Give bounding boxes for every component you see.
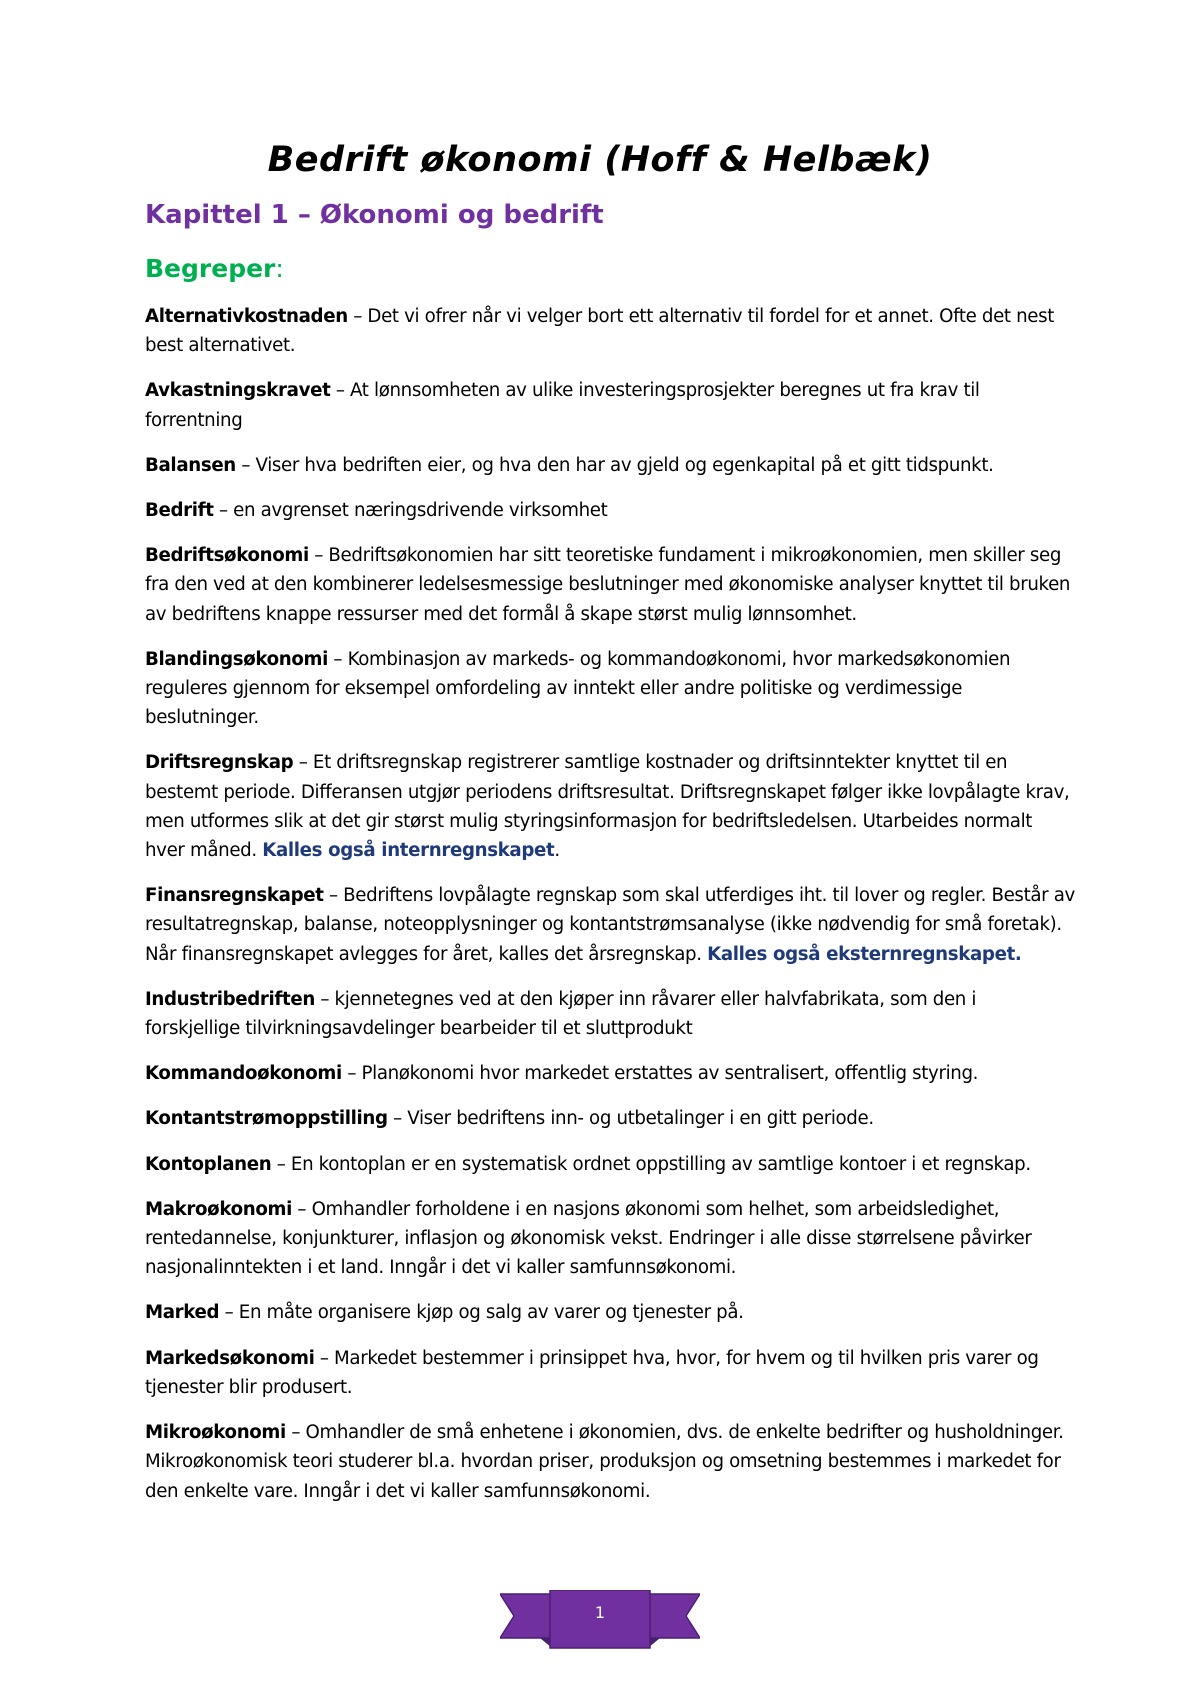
term-name: Blandingsøkonomi: [145, 648, 328, 670]
section-heading-text: Begreper: [145, 254, 276, 283]
term-entry: [145, 541, 1075, 629]
term-entry: [145, 376, 1075, 434]
term-entry: [145, 881, 1075, 969]
term-name: Kommandoøkonomi: [145, 1063, 342, 1085]
term-definition: – Markedet bestemmer i prinsippet hva, hvor, for hvem og til hvilken pris varer og tjenester blir produsert.: [145, 1347, 1039, 1398]
term-definition: – Et driftsregnskap registrerer samtlige kostnader og driftsinntekter knyttet til en bestemt periode. Differansen utgjør periodens driftsresultat. Driftsregnskapet følger ikke lovpålagte krav, men utformes slik at det gir størst mulig styringsinformasjon for bedriftsledelsen. Utarbeides normalt hver måned.: [145, 752, 1070, 862]
term-definition: – Det vi ofrer når vi velger bort ett alternativ til fordel for et annet. Ofte det nest best alternativet.: [145, 306, 1055, 357]
term-definition: – At lønnsomheten av ulike investeringsprosjekter beregnes ut fra krav til forrentning: [145, 380, 980, 431]
term-note: Kalles også internregnskapet: [262, 840, 555, 862]
term-name: Kontoplanen: [145, 1153, 272, 1175]
term-entry: [145, 748, 1075, 865]
term-name: Marked: [145, 1302, 220, 1324]
term-name: Markedsøkonomi: [145, 1347, 315, 1369]
term-name: Alternativkostnaden: [145, 306, 348, 327]
term-trailing-punctuation: .: [554, 840, 560, 862]
term-name: Bedriftsøkonomi: [145, 545, 309, 567]
term-entry: [145, 302, 1075, 360]
term-entry: [145, 496, 1075, 525]
term-definition: – kjennetegnes ved at den kjøper inn råvarer eller halvfabrikata, som den i forskjellige tilvirkningsavdelinger bearbeider til et sluttprodukt: [145, 988, 977, 1040]
term-definition: – Bedriftsøkonomien har sitt teoretiske fundament i mikroøkonomien, men skiller seg fra den ved at den kombinerer ledelsesmessige beslutninger med økonomiske analyser knyttet til bruken av bedriftens knappe ressurser med det formål å skape størst mulig lønnsomhet.: [145, 545, 1071, 625]
term-name: Balansen: [145, 454, 236, 476]
term-definition: – En kontoplan er en systematisk ordnet oppstilling av samtlige kontoer i et regnskap.: [271, 1153, 1031, 1175]
term-entry: [145, 645, 1075, 733]
term-entry: [145, 1150, 1075, 1179]
section-heading-colon: :: [275, 254, 284, 283]
term-entry: [145, 1104, 1075, 1133]
terms-list: [145, 302, 1075, 1522]
term-name: Bedrift: [145, 500, 214, 522]
term-name: Driftsregnskap: [145, 752, 294, 774]
term-definition: – Bedriftens lovpålagte regnskap som skal utferdiges iht. til lover og regler. Består av resultatregnskap, balanse, noteopplysninger og kontantstrømsanalyse (ikke nødvendig for små foretak). Når finansregnskapet avlegges for året, kalles det årsregnskap.: [145, 885, 1075, 965]
term-name: Makroøkonomi: [145, 1198, 292, 1220]
term-entry: [145, 1195, 1075, 1283]
term-entry: [145, 1418, 1075, 1506]
term-definition: – Kombinasjon av markeds- og kommandoøkonomi, hvor markedsøkonomien reguleres gjennom for eksempel omfordeling av inntekt eller andre politiske og verdimessige beslutninger.: [145, 648, 1011, 729]
term-entry: [145, 1298, 1075, 1327]
section-heading: [145, 254, 284, 283]
term-name: Mikroøkonomi: [145, 1422, 286, 1444]
page-title: Bedrift økonomi (Hoff & Helbæk): [267, 140, 933, 180]
term-definition: – Omhandler de små enhetene i økonomien, dvs. de enkelte bedrifter og husholdninger. Mikroøkonomisk teori studerer bl.a. hvordan priser, produksjon og omsetning bestemmes i markedet for den enkelte vare. Inngår i det vi kaller samfunnsøkonomi.: [145, 1422, 1064, 1502]
term-name: Avkastningskravet: [145, 380, 331, 402]
term-name: Kontantstrømoppstilling: [145, 1108, 388, 1130]
term-entry: [145, 985, 1075, 1043]
term-definition: – Planøkonomi hvor markedet erstattes av sentralisert, offentlig styring.: [341, 1063, 979, 1085]
term-definition: – En måte organisere kjøp og salg av varer og tjenester på.: [219, 1302, 744, 1324]
term-definition: – Viser bedriftens inn- og utbetalinger i en gitt periode.: [387, 1108, 874, 1130]
page-number-ribbon: [500, 1590, 700, 1658]
term-definition: – en avgrenset næringsdrivende virksomhet: [213, 500, 608, 522]
term-definition: – Omhandler forholdene i en nasjons økonomi som helhet, som arbeidsledighet, rentedannelse, konjunkturer, inflasjon og økonomisk vekst. Endringer i alle disse størrelsene påvirker nasjonalinntekten i et land. Inngår i det vi kaller samfunnsøkonomi.: [145, 1198, 1032, 1279]
chapter-heading: Kapittel 1 – Økonomi og bedrift: [145, 200, 604, 230]
term-name: Industribedriften: [145, 988, 315, 1010]
ribbon-banner-icon: [500, 1590, 700, 1658]
term-name: Finansregnskapet: [145, 885, 324, 907]
page-number: 1: [594, 1603, 606, 1622]
term-definition: – Viser hva bedriften eier, og hva den har av gjeld og egenkapital på et gitt tidspunkt.: [235, 454, 994, 476]
term-entry: [145, 1344, 1075, 1402]
term-note: Kalles også eksternregnskapet.: [707, 943, 1022, 965]
term-entry: [145, 1059, 1075, 1088]
term-entry: [145, 451, 1075, 480]
